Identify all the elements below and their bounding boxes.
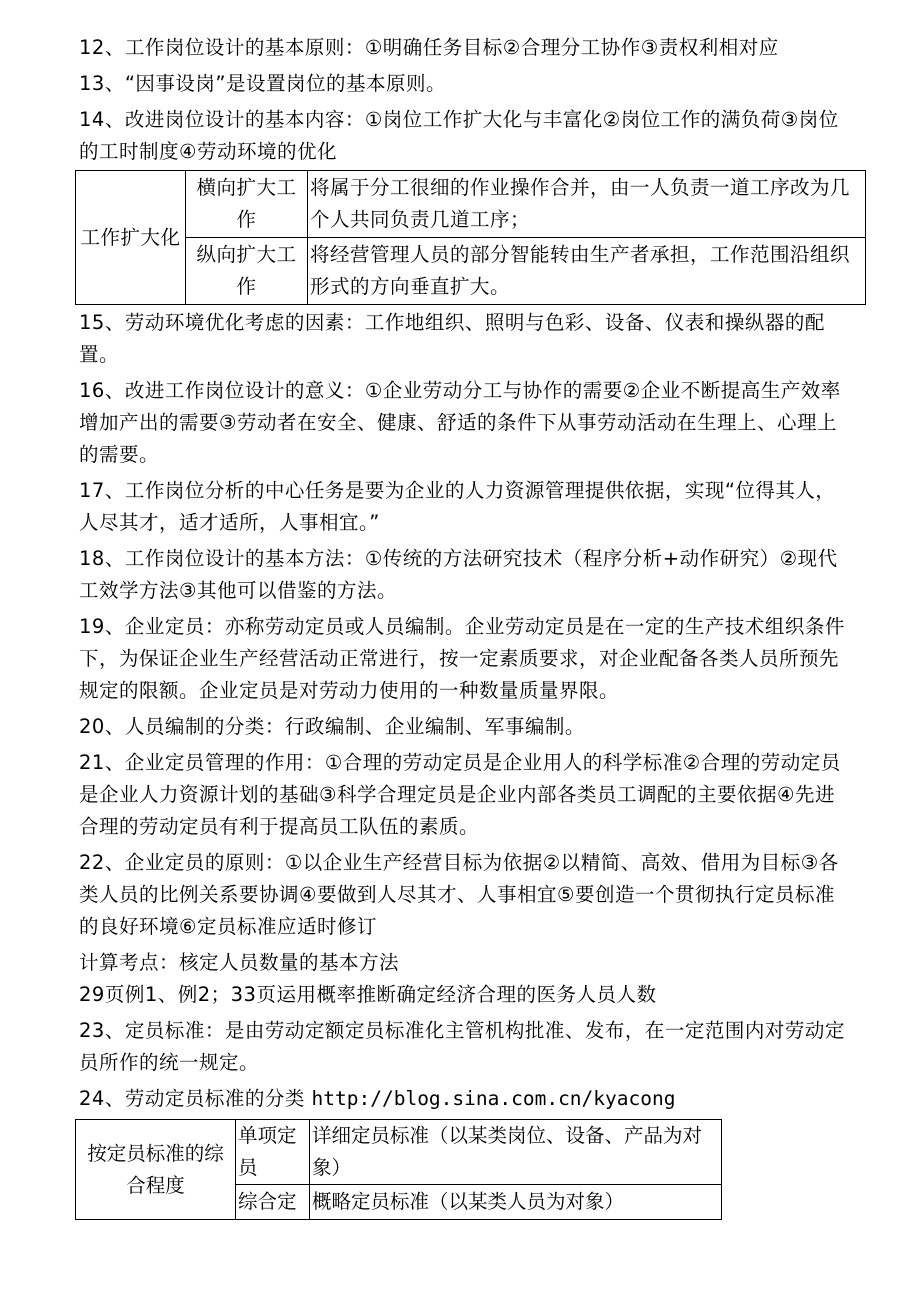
- table1-desc-horizontal: 将属于分工很细的作业操作合并，由一人负责一道工序改为几个人共同负责几道工序；: [308, 171, 866, 238]
- table2-desc-single: 详细定员标准（以某类岗位、设备、产品为对象）: [310, 1120, 722, 1185]
- blog-url-link[interactable]: http://blog.sina.com.cn/kyacong: [311, 1087, 676, 1110]
- table2-desc-comprehensive: 概略定员标准（以某类人员为对象）: [310, 1185, 722, 1220]
- calculation-reference: 29页例1、例2；33页运用概率推断确定经济合理的医务人员人数: [79, 983, 657, 1006]
- table1-type-horizontal: 横向扩大工作: [186, 171, 308, 238]
- paragraph-19: 19、企业定员：亦称劳动定员或人员编制。企业劳动定员是在一定的生产技术组织条件下，为保证企业生产经营活动正常进行，按一定素质要求，对企业配备各类人员所预先规定的限额。企业定员是对劳动力使用的一种数量质量界限。: [79, 615, 845, 702]
- paragraph-24: [79, 1083, 847, 1115]
- paragraph-14: 14、改进岗位设计的基本内容：①岗位工作扩大化与丰富化②岗位工作的满负荷③岗位的工时制度④劳动环境的优化: [79, 108, 839, 163]
- paragraph-23: 23、定员标准：是由劳动定额定员标准化主管机构批准、发布，在一定范围内对劳动定员所作的统一规定。: [79, 1019, 845, 1074]
- paragraph-18: 18、工作岗位设计的基本方法：①传统的方法研究技术（程序分析+动作研究）②现代工效学方法③其他可以借鉴的方法。: [79, 547, 838, 602]
- table2-category-cell: 按定员标准的综合程度: [76, 1120, 236, 1220]
- paragraph-20: 20、人员编制的分类：行政编制、企业编制、军事编制。: [79, 715, 585, 738]
- document-page: [79, 32, 851, 1220]
- paragraph-24-text: 24、劳动定员标准的分类: [79, 1087, 305, 1110]
- staffing-standard-table: [75, 1119, 722, 1220]
- table1-category-cell: 工作扩大化: [76, 171, 186, 305]
- paragraph-12: 12、工作岗位设计的基本原则：①明确任务目标②合理分工协作③责权利相对应: [79, 36, 779, 59]
- calculation-title: 计算考点：核定人员数量的基本方法: [79, 951, 400, 974]
- job-enlargement-table: [75, 170, 866, 305]
- paragraph-13: 13、“因事设岗”是设置岗位的基本原则。: [79, 72, 447, 95]
- table2-type-comprehensive: 综合定: [236, 1185, 310, 1220]
- table1-type-vertical: 纵向扩大工作: [186, 238, 308, 305]
- paragraph-15: 15、劳动环境优化考虑的因素：工作地组织、照明与色彩、设备、仪表和操纵器的配置。: [79, 311, 825, 366]
- paragraph-17: 17、工作岗位分析的中心任务是要为企业的人力资源管理提供依据，实现“位得其人，人尽其才，适才适所，人事相宜。”: [79, 479, 836, 534]
- paragraph-16: 16、改进工作岗位设计的意义：①企业劳动分工与协作的需要②企业不断提高生产效率增加产出的需要③劳动者在安全、健康、舒适的条件下从事劳动活动在生理上、心理上的需要。: [79, 379, 841, 466]
- table1-desc-vertical: 将经营管理人员的部分智能转由生产者承担，工作范围沿组织形式的方向垂直扩大。: [308, 238, 866, 305]
- paragraph-22: 22、企业定员的原则：①以企业生产经营目标为依据②以精简、高效、借用为目标③各类人员的比例关系要协调④要做到人尽其才、人事相宜⑤要创造一个贯彻执行定员标准的良好环境⑥定员标准应适时修订: [79, 851, 839, 938]
- paragraph-21: 21、企业定员管理的作用：①合理的劳动定员是企业用人的科学标准②合理的劳动定员是企业人力资源计划的基础③科学合理定员是企业内部各类员工调配的主要依据④先进合理的劳动定员有利于提高员工队伍的素质。: [79, 751, 841, 838]
- table2-type-single: 单项定员: [236, 1120, 310, 1185]
